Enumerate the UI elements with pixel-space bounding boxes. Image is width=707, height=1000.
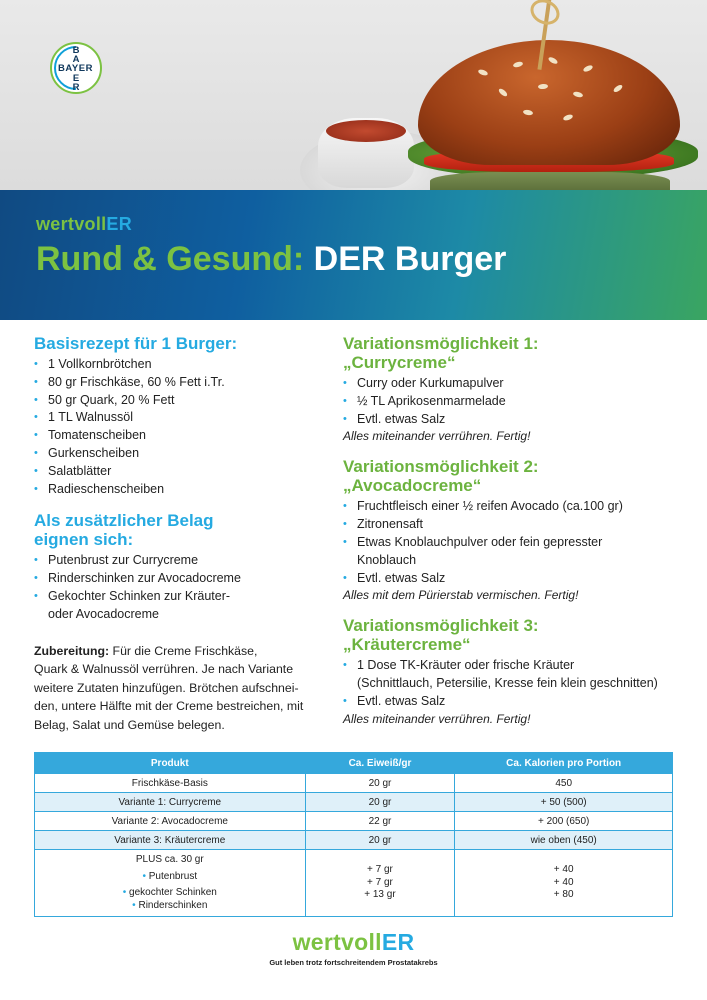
- table-cell: + 7 gr + 7 gr + 13 gr: [305, 850, 455, 917]
- variation-3-list: [343, 657, 683, 710]
- seed: [498, 87, 509, 97]
- table-cell: 20 gr: [305, 774, 455, 793]
- column-header: Ca. Kalorien pro Portion: [455, 753, 673, 774]
- list-item-continued: oder Avocadocreme: [48, 606, 159, 621]
- column-header: Produkt: [35, 753, 306, 774]
- page-title: Rund & Gesund: DER Burger: [36, 240, 507, 278]
- variation-1-note: Alles miteinander verrühren. Fertig!: [343, 429, 531, 444]
- table-row: [35, 774, 673, 793]
- list-item: • Tomatenscheiben: [34, 427, 334, 445]
- list-item: • Salatblätter: [34, 463, 334, 481]
- column-header: Ca. Eiweiß/gr: [305, 753, 455, 774]
- list-item: • Radieschenscheiben: [34, 481, 334, 499]
- bun-top: [418, 40, 680, 165]
- table-cell: Variante 2: Avocadocreme: [35, 812, 306, 831]
- table-header-row: [35, 753, 673, 774]
- list-item: • Evtl. etwas Salz: [343, 693, 683, 711]
- table-row-plus: [35, 850, 673, 917]
- table-cell: 20 gr: [305, 831, 455, 850]
- list-item: • Evtl. etwas Salz: [343, 411, 683, 429]
- seed: [562, 113, 573, 121]
- list-item: • Curry oder Kurkumapulver: [343, 375, 683, 393]
- variation-2-heading: Variationsmöglichkeit 2: „Avocadocreme“: [343, 457, 539, 496]
- seed: [513, 61, 524, 68]
- list-item: • 80 gr Frischkäse, 60 % Fett i.Tr.: [34, 374, 334, 392]
- logo-text-horizontal: BAYER: [58, 63, 93, 74]
- table-cell: + 50 (500): [455, 793, 673, 812]
- table-cell: 22 gr: [305, 812, 455, 831]
- table-cell: PLUS ca. 30 gr • Putenbrust • gekochter Schinken • Rinderschinken: [35, 850, 306, 917]
- belag-list: [34, 552, 334, 623]
- table-cell: Variante 1: Currycreme: [35, 793, 306, 812]
- sauce: [326, 120, 406, 142]
- basis-list: [34, 356, 334, 498]
- table-cell: 20 gr: [305, 793, 455, 812]
- list-item: • ½ TL Aprikosenmarmelade: [343, 393, 683, 411]
- table-cell: Frischkäse-Basis: [35, 774, 306, 793]
- list-item: • 1 TL Walnussöl: [34, 409, 334, 427]
- logo-text-vertical: B A E R: [72, 45, 80, 93]
- footer-wordmark: wertvollER: [292, 929, 415, 955]
- variation-3-note: Alles miteinander verrühren. Fertig!: [343, 711, 531, 726]
- list-item: • Gekochter Schinken zur Kräuter-: [34, 588, 334, 606]
- list-item-continued: (Schnittlauch, Petersilie, Kresse fein klein geschnitten): [357, 676, 658, 691]
- basis-heading: Basisrezept für 1 Burger:: [34, 334, 238, 353]
- table-row: [35, 793, 673, 812]
- hero-image: [0, 0, 707, 190]
- bayer-logo: [50, 42, 102, 94]
- list-item: • Fruchtfleisch einer ½ reifen Avocado (ca.100 gr): [343, 498, 683, 516]
- nutrition-table: [34, 752, 673, 917]
- table-row: [35, 831, 673, 850]
- table-cell: 450: [455, 774, 673, 793]
- preparation-text: Zubereitung: Für die Creme Frischkäse, Quark & Walnussöl verrühren. Je nach Variante weitere Zutaten hinzufügen. Brötchen aufschnei- den, untere Hälfte mit der Creme bestreichen, mit Belag, Salat und Gemüse belegen.: [34, 643, 304, 732]
- seed: [582, 64, 593, 73]
- seed: [523, 109, 534, 116]
- table-row: [35, 812, 673, 831]
- list-item: • 1 Dose TK-Kräuter oder frische Kräuter: [343, 657, 683, 675]
- table-cell: Variante 3: Kräutercreme: [35, 831, 306, 850]
- seed: [612, 84, 623, 94]
- variation-2-note: Alles mit dem Pürierstab vermischen. Fertig!: [343, 588, 579, 603]
- seed: [538, 84, 548, 90]
- table-cell: wie oben (450): [455, 831, 673, 850]
- list-item: • Gurkenscheiben: [34, 445, 334, 463]
- seed: [477, 68, 488, 76]
- variation-1-heading: Variationsmöglichkeit 1: „Currycreme“: [343, 334, 539, 372]
- left-column: [34, 334, 334, 735]
- seed: [573, 91, 584, 98]
- belag-heading: Als zusätzlicher Belag eignen sich:: [34, 511, 214, 550]
- patty: [430, 172, 670, 190]
- seed: [547, 56, 558, 65]
- variation-1-list: [343, 375, 683, 428]
- table-cell: + 200 (650): [455, 812, 673, 831]
- list-item: • Etwas Knoblauchpulver oder fein gepresster: [343, 534, 683, 552]
- list-item: • Evtl. etwas Salz: [343, 570, 683, 588]
- right-column: [343, 334, 683, 728]
- brand-wordmark: wertvollER: [36, 214, 133, 234]
- footer-tagline: Gut leben trotz fortschreitendem Prostatakrebs: [269, 958, 438, 967]
- table-cell: + 40 + 40 + 80: [455, 850, 673, 917]
- list-item-continued: Knoblauch: [357, 552, 417, 567]
- list-item: • Zitronensaft: [343, 516, 683, 534]
- list-item: • Putenbrust zur Currycreme: [34, 552, 334, 570]
- variation-3-heading: Variationsmöglichkeit 3: „Kräutercreme“: [343, 616, 539, 655]
- list-item: • 50 gr Quark, 20 % Fett: [34, 392, 334, 410]
- variation-2-list: [343, 498, 683, 587]
- list-item: • Rinderschinken zur Avocadocreme: [34, 570, 334, 588]
- list-item: • 1 Vollkornbrötchen: [34, 356, 334, 374]
